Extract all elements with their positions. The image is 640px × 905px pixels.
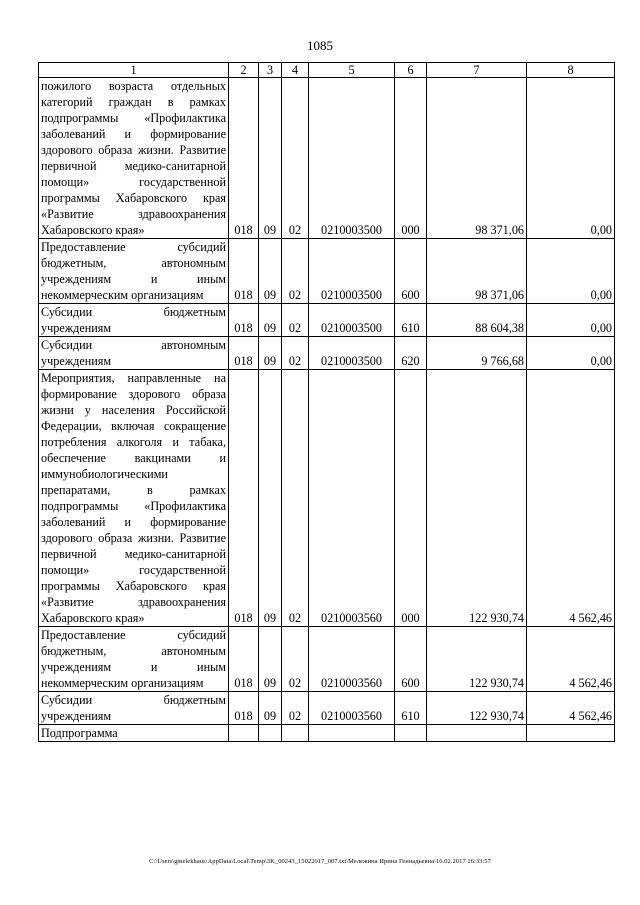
row-csr: 0210003500 [309, 337, 395, 370]
row-sum-2: 0,00 [527, 78, 615, 239]
row-sum-1: 88 604,38 [427, 304, 527, 337]
table-row [39, 239, 615, 304]
budget-table [38, 62, 615, 742]
row-ved: 018 [229, 239, 259, 304]
table-row [39, 370, 615, 627]
row-ved: 018 [229, 304, 259, 337]
table-row [39, 78, 615, 239]
header-cell: 5 [309, 63, 395, 78]
table-row [39, 725, 615, 742]
row-name: Предоставление субсидий бюджетным, автономным учреждениям и иным некоммерческим организациям [39, 239, 229, 304]
row-sum-2: 4 562,46 [527, 692, 615, 725]
row-pr: 02 [282, 337, 309, 370]
row-sum-1: 122 930,74 [427, 627, 527, 692]
row-ved [229, 725, 259, 742]
row-vr: 620 [395, 337, 427, 370]
row-name: Субсидии бюджетным учреждениям [39, 692, 229, 725]
row-pr: 02 [282, 627, 309, 692]
table-row [39, 692, 615, 725]
row-rz: 09 [259, 692, 282, 725]
row-sum-1 [427, 725, 527, 742]
row-ved: 018 [229, 692, 259, 725]
row-sum-2: 0,00 [527, 337, 615, 370]
row-name: Подпрограмма [39, 725, 229, 742]
row-sum-2: 0,00 [527, 304, 615, 337]
row-rz: 09 [259, 304, 282, 337]
page-number: 1085 [307, 38, 333, 53]
row-ved: 018 [229, 627, 259, 692]
row-ved: 018 [229, 78, 259, 239]
row-pr: 02 [282, 304, 309, 337]
row-csr: 0210003500 [309, 304, 395, 337]
row-rz: 09 [259, 78, 282, 239]
row-csr: 0210003560 [309, 692, 395, 725]
row-ved: 018 [229, 370, 259, 627]
row-vr: 610 [395, 692, 427, 725]
row-sum-1: 9 766,68 [427, 337, 527, 370]
row-name: Субсидии автономным учреждениям [39, 337, 229, 370]
row-rz: 09 [259, 627, 282, 692]
row-name: Предоставление субсидий бюджетным, автономным учреждениям и иным некоммерческим организациям [39, 627, 229, 692]
footer-file-path: C:\Users\gmelekhaus\AppData\Local\Temp\3K_00243_15022017_007.txt\Мележина Ирина Геннадьевна\16.02.2017 16:33:57 [149, 858, 491, 865]
row-pr: 02 [282, 239, 309, 304]
row-csr: 0210003500 [309, 78, 395, 239]
row-sum-1: 98 371,06 [427, 239, 527, 304]
table-header-row [39, 63, 615, 78]
row-csr: 0210003500 [309, 239, 395, 304]
row-vr [395, 725, 427, 742]
header-cell: 1 [39, 63, 229, 78]
row-csr [309, 725, 395, 742]
row-vr: 600 [395, 239, 427, 304]
row-vr: 610 [395, 304, 427, 337]
table-row [39, 304, 615, 337]
row-sum-1: 122 930,74 [427, 370, 527, 627]
header-cell: 6 [395, 63, 427, 78]
row-rz [259, 725, 282, 742]
row-sum-2: 4 562,46 [527, 627, 615, 692]
row-pr: 02 [282, 370, 309, 627]
row-rz: 09 [259, 337, 282, 370]
header-cell: 4 [282, 63, 309, 78]
row-csr: 0210003560 [309, 370, 395, 627]
row-vr: 600 [395, 627, 427, 692]
row-sum-2: 0,00 [527, 239, 615, 304]
row-pr: 02 [282, 78, 309, 239]
row-csr: 0210003560 [309, 627, 395, 692]
header-cell: 7 [427, 63, 527, 78]
table-row [39, 627, 615, 692]
row-name: пожилого возраста отдельных категорий граждан в рамках подпрограммы «Профилактика заболеваний и формирование здорового образа жизни. Развитие первичной медико-санитарной помощи» государственной программы Хабаровского края «Развитие здравоохранения Хабаровского края» [39, 78, 229, 239]
row-sum-2 [527, 725, 615, 742]
row-vr: 000 [395, 78, 427, 239]
row-pr: 02 [282, 692, 309, 725]
header-cell: 2 [229, 63, 259, 78]
row-name: Мероприятия, направленные на формирование здорового образа жизни у населения Российской Федерации, включая сокращение потребления алкоголя и табака, обеспечение вакцинами и иммунобиологическими препаратами, в рамках подпрограммы «Профилактика заболеваний и формирование здорового образа жизни. Развитие первичной медико-санитарной помощи» государственной программы Хабаровского края «Развитие здравоохранения Хабаровского края» [39, 370, 229, 627]
row-pr [282, 725, 309, 742]
row-sum-2: 4 562,46 [527, 370, 615, 627]
header-cell: 8 [527, 63, 615, 78]
row-ved: 018 [229, 337, 259, 370]
row-name: Субсидии бюджетным учреждениям [39, 304, 229, 337]
row-sum-1: 122 930,74 [427, 692, 527, 725]
row-rz: 09 [259, 239, 282, 304]
table-row [39, 337, 615, 370]
row-rz: 09 [259, 370, 282, 627]
header-cell: 3 [259, 63, 282, 78]
row-sum-1: 98 371,06 [427, 78, 527, 239]
row-vr: 000 [395, 370, 427, 627]
